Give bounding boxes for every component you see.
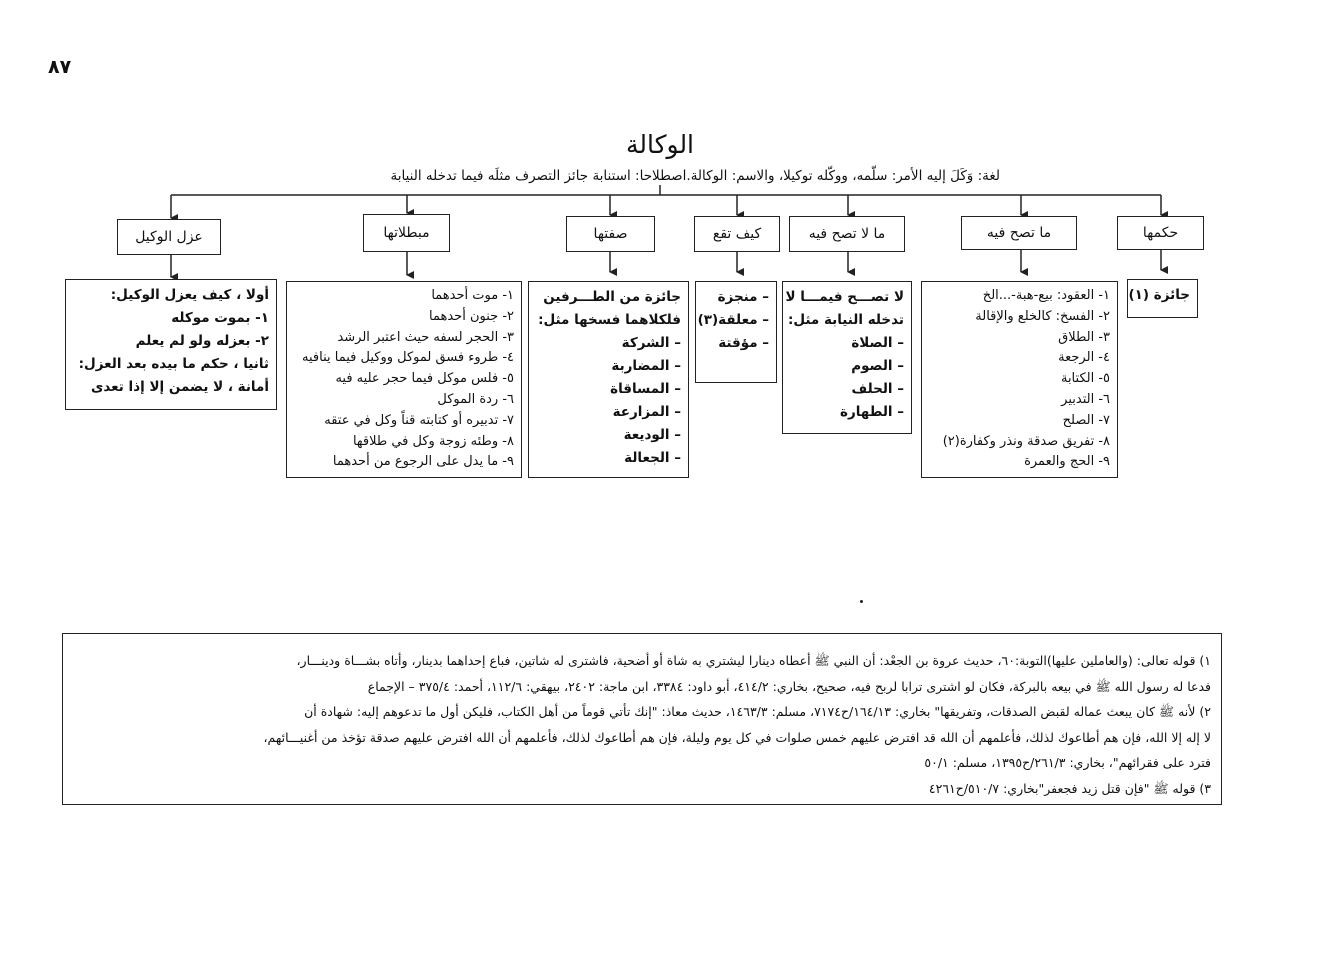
list-item: – الجعالة [624, 450, 681, 466]
list-item: أولا ، كيف يعزل الوكيل: [110, 287, 269, 303]
list-item: لا تصـــح فيمـــا لا [785, 289, 904, 305]
header-azl-al-wakil: عزل الوكيل [117, 219, 221, 255]
header-sifatuha: صفتها [566, 216, 655, 252]
list-item: أمانة ، لا يضمن إلا إذا تعدى [91, 379, 269, 395]
header-mubtilatuha: مبطلاتها [363, 214, 450, 252]
box-sifatuha [528, 281, 689, 478]
list-item: ٣- الطلاق [1058, 329, 1110, 345]
list-item: ٩- ما يدل على الرجوع من أحدهما [332, 454, 514, 470]
list-item: – الصلاة [851, 335, 904, 351]
box-ma-la-tasih-fih [782, 281, 912, 434]
list-item: ثانيا ، حكم ما بيده بعد العزل: [78, 356, 269, 372]
list-item: ١- موت أحدهما [431, 288, 514, 303]
list-item: – الوديعة [623, 427, 681, 443]
box-kayf-taqa [695, 281, 777, 383]
list-item: جائزة (١) [1128, 287, 1190, 303]
list-item: ٥- فلس موكل فيما حجر عليه فيه [335, 371, 514, 387]
box-ma-tasih-fih [921, 281, 1118, 478]
list-item: ٧- الصلح [1062, 412, 1110, 428]
list-item: ٣- الحجر لسفه حيث اعتبر الرشد [337, 329, 514, 345]
header-hukmuha: حكمها [1117, 216, 1204, 250]
list-item: – الحلف [851, 381, 904, 397]
header-ma-la-tasih-fih: ما لا تصح فيه [789, 216, 905, 252]
page-title: الوكالة [625, 130, 695, 159]
list-item: ٥- الكتابة [1060, 371, 1110, 387]
list-item: جائزة من الطـــرفين [543, 289, 681, 305]
list-item: ٦- ردة الموكل [437, 391, 514, 407]
list-item: – منجزة [717, 289, 769, 305]
footnote-line: ٢) لأنه ﷺ كان يبعث عماله لقبض الصدقات، وتفريقها" بخاري: ١٦٤/١٣/ح٧١٧٤، مسلم: ١٤٦٣/٣، حديث معاذ: "إنك تأتي قوماً من أهل الكتاب، فليكن أول ما تدعوهم إليه: شهادة أن [304, 704, 1211, 719]
list-item: ١- العقود: بيع-هبة-...الخ [982, 288, 1110, 303]
list-item: ٤- الرجعة [1058, 350, 1110, 366]
list-item: ٧- تدبيره أو كتابته قناً وكل في عتقه [324, 412, 514, 428]
list-item: ٤- طروء فسق لموكل ووكيل فيما ينافيه [302, 350, 514, 366]
page-number: ٨٧ [48, 56, 72, 78]
box-azl-al-wakil [65, 279, 277, 410]
footnote-line: لا إله إلا الله، فإن هم أطاعوك لذلك، فأعلمهم أن الله قد افترض عليهم خمس صلوات في كل يوم وليلة، فإن هم أطاعوك لذلك، فأعلمهم أن الله افترض عليهم صدقة تؤخذ من أغنيـــائهم، [263, 729, 1211, 745]
list-item: ٢- جنون أحدهما [429, 308, 514, 324]
list-item: تدخله النيابة مثل: [787, 312, 904, 328]
list-item: – المضاربة [611, 358, 681, 374]
list-item: – الصوم [851, 358, 904, 374]
footnote-line: ١) قوله تعالى: (والعاملين عليها)التوبة:٦٠، حديث عروة بن الجعْد: أن النبي ﷺ أعطاه دينارا ليشتري به شاة أو أضحية، فاشترى له شاتين، فباع إحداهما بدينار، وأتاه بشـــاة ودينـــار، [296, 653, 1211, 668]
footnote-line: فترد على فقرائهم"، بخاري: ٢٦١/٣/ح١٣٩٥، مسلم: ٥٠/١ [924, 755, 1211, 770]
list-item: – المزارعة [612, 404, 681, 420]
list-item: – الشركة [621, 335, 681, 351]
list-item: ٢- بعزله ولو لم يعلم [135, 333, 269, 349]
list-item: ٨- تفريق صدقة ونذر وكفارة(٢) [942, 433, 1110, 449]
box-hukmuha [1127, 279, 1198, 318]
box-mubtilatuha [286, 281, 522, 478]
header-kayf-taqa: كيف تقع [694, 216, 780, 252]
list-item: – الطهارة [839, 404, 904, 420]
list-item: – المساقاة [610, 381, 681, 397]
footnote-line: فدعا له رسول الله ﷺ في بيعه بالبركة، فكان لو اشترى ترابا لربح فيه، صحيح، بخاري: ٤١٤/٢، أبو داود: ٣٣٨٤، ابن ماجة: ٢٤٠٢، بيهقي: ١١٢/٦، أحمد: ٣٧٥/٤ – الإجماع [367, 678, 1211, 694]
list-item: – معلقة(٣) [697, 312, 769, 328]
list-item: ٢- الفسخ: كالخلع والإقالة [975, 308, 1110, 324]
list-item: ١- بموت موكله [171, 310, 269, 326]
stray-dot [860, 600, 863, 603]
list-item: فلكلاهما فسخها مثل: [538, 312, 681, 328]
footnotes-box [62, 633, 1222, 805]
list-item: ٩- الحج والعمرة [1024, 454, 1110, 470]
definition-line: لغة: وَكَلَ إليه الأمر: سلّمه، ووكّله توكيلا، والاسم: الوكالة.اصطلاحا: استنابة جائز التصرف مثلَه فيما تدخله النيابة [390, 168, 1000, 184]
footnote-line: ٣) قوله ﷺ "فإن قتل زيد فجعفر"بخاري: ٥١٠/٧/ح٤٢٦١ [928, 780, 1211, 796]
header-ma-tasih-fih: ما تصح فيه [961, 216, 1077, 250]
list-item: – مؤقتة [718, 335, 769, 351]
list-item: ٨- وطئه زوجة وكل في طلاقها [352, 433, 514, 449]
list-item: ٦- التدبير [1061, 391, 1110, 407]
